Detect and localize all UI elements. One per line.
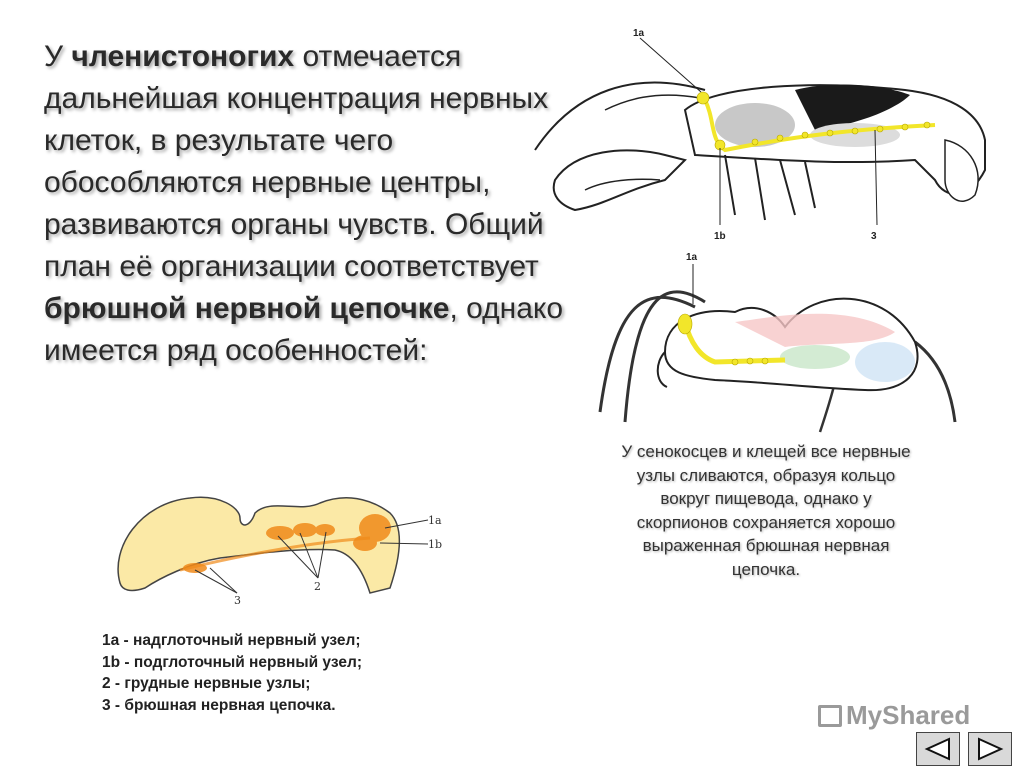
ganglia-label-1b: 1b xyxy=(428,538,443,551)
watermark-text: MyShared xyxy=(846,700,971,730)
legend-item: 1b - подглоточный нервный узел; xyxy=(102,653,362,671)
prev-slide-button[interactable] xyxy=(916,732,960,766)
crayfish-label-1a: 1a xyxy=(633,28,645,39)
harvestman-nervous-system-illustration xyxy=(585,262,965,442)
main-text-bold-arthropods: членистоногих xyxy=(71,40,295,73)
crayfish-label-1b: 1b xyxy=(714,231,726,242)
presentation-icon xyxy=(818,705,842,727)
legend-item: 1a - надглоточный нервный узел; xyxy=(102,632,361,649)
legend-item: 2 - грудные нервные узлы; xyxy=(102,675,311,692)
arrow-right-icon xyxy=(975,737,1005,761)
myshared-watermark xyxy=(818,700,970,731)
main-text-part2: отмечается дальнейшая концентрация нервных клеток, в результате чего обособляются нервные центры, развиваются органы чувств. Общий план её организации соответствует xyxy=(44,40,549,283)
ganglia-label-1a: 1a xyxy=(428,514,442,527)
crayfish-nervous-system-illustration xyxy=(515,30,995,250)
harvestman-label-1a: 1a xyxy=(686,252,698,263)
main-text-bold-ventral-chain: брюшной нервной цепочке xyxy=(44,292,450,325)
crayfish-label-3: 3 xyxy=(871,231,877,242)
main-paragraph xyxy=(44,36,584,372)
ganglia-label-2: 2 xyxy=(314,580,321,593)
main-text-part1: У xyxy=(44,40,72,73)
legend-item: 3 - брюшная нервная цепочка. xyxy=(102,696,336,714)
ganglia-legend xyxy=(102,630,362,716)
ganglia-label-3: 3 xyxy=(234,594,241,607)
next-slide-button[interactable] xyxy=(968,732,1012,766)
ganglia-diagram xyxy=(100,488,445,618)
side-note-text: У сенокосцев и клещей все нервные узлы сливаются, образуя кольцо вокруг пищевода, однако у скорпионов сохраняется хорошо выраженная брюшная нервная цепочка. xyxy=(621,442,911,579)
main-text-part3: , однако имеется ряд особенностей: xyxy=(44,292,564,367)
arrow-left-icon xyxy=(923,737,953,761)
